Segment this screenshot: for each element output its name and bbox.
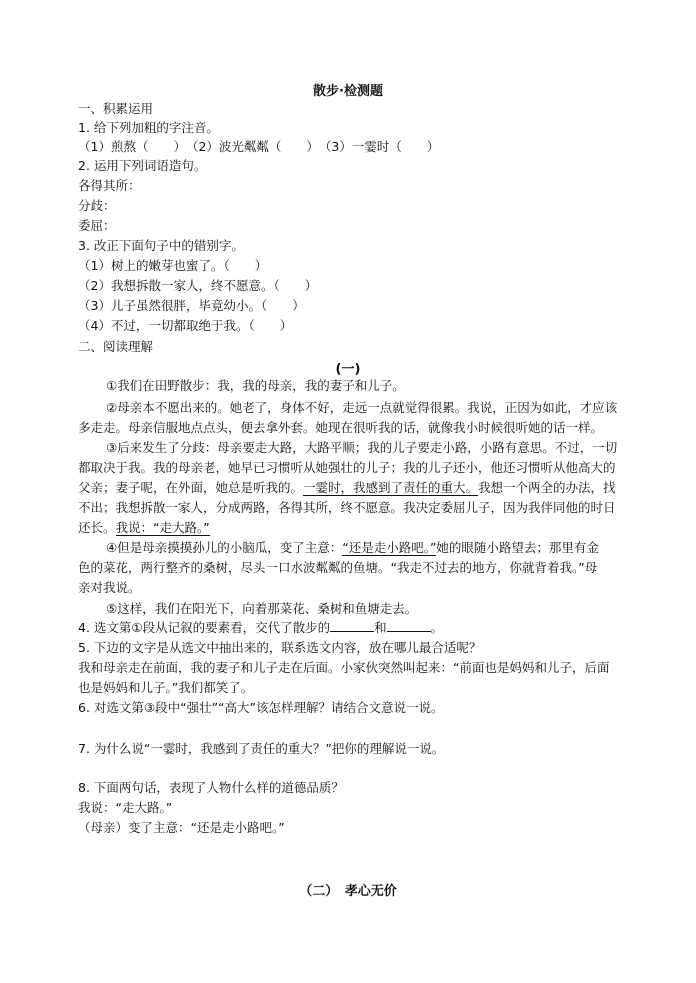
question-4: [78, 620, 443, 636]
passage-para-3-line-5: [78, 520, 210, 536]
question-text: 4. 选文第①段从记叙的要素看，交代了散步的: [78, 620, 331, 635]
question-3-item-2: （2）我想拆散一家人，终不愿意。（ ）: [78, 278, 318, 293]
question-text: 。: [430, 620, 444, 635]
answer-blank: [387, 621, 431, 632]
passage-text: 我想一个两全的办法，找: [478, 480, 616, 495]
question-5: 5. 下边的文字是从选文中抽出来的，联系选文内容，放在哪儿最合适呢？: [78, 640, 482, 655]
question-1-options: （1）煎熬（ ） （2）波光粼粼（ ） （3）一霎时（ ）: [78, 139, 440, 154]
question-5-text-line-2: 也是妈妈和儿子。”我们都笑了。: [78, 680, 254, 695]
question-3-item-1: （1）树上的嫩芽也蜜了。（ ）: [78, 258, 268, 273]
passage-heading-2: （二） 孝心无价: [299, 884, 397, 899]
passage-para-2-line-2: 多走走。母亲信服地点点头，便去拿外套。她现在很听我的话，就像我小时候很听她的话一样。: [78, 420, 604, 435]
passage-para-3-line-2: 都取决于我。我的母亲老，她早已习惯听从她强壮的儿子；我的儿子还小，他还习惯听从他高大的: [78, 460, 616, 475]
question-1: 1. 给下列加粗的字注音。: [78, 120, 219, 135]
question-6: 6. 对选文第③段中“强壮”“高大”该怎样理解？请结合文意说一说。: [78, 700, 444, 715]
answer-blank: [330, 621, 374, 632]
passage-text: 她的眼随小路望去；那里有金: [436, 540, 599, 555]
section-heading-1: 一、积累运用: [78, 101, 154, 116]
passage-text: 父亲；妻子呢，在外面，她总是听我的。: [78, 480, 304, 495]
question-8-sentence-a: 我说：“走大路。”: [78, 800, 173, 815]
passage-para-4-line-2: 色的菜花，两行整齐的桑树，尽头一口水波粼粼的鱼塘。“我走不过去的地方，你就背着我。”母: [78, 560, 598, 575]
passage-para-4-line-1: [106, 540, 599, 556]
passage-para-1: ①我们在田野散步：我，我的母亲，我的妻子和儿子。: [106, 378, 405, 393]
passage-text: 还长。: [78, 520, 116, 535]
passage-para-2-line-1: ②母亲本不愿出来的。她老了，身体不好，走远一点就觉得很累。我说，正因为如此，才应该: [106, 400, 618, 415]
question-8: 8. 下面两句话，表现了人物什么样的道德品质？: [78, 780, 344, 795]
question-2-item-a: 各得其所：: [78, 178, 141, 193]
question-text: 和: [374, 620, 387, 635]
question-3-item-4: （4）不过，一切都取绝于我。（ ）: [78, 318, 293, 333]
underlined-sentence: 一霎时，我感到了责任的重大。: [303, 480, 479, 495]
doc-title: 散步·检测题: [313, 84, 383, 99]
underlined-sentence: 我说：“走大路。”: [115, 520, 210, 535]
passage-para-4-line-3: 亲对我说。: [78, 580, 141, 595]
question-8-sentence-b: （母亲）变了主意：“还是走小路吧。”: [78, 820, 285, 835]
question-7: 7. 为什么说“一霎时，我感到了责任的重大？”把你的理解说一说。: [78, 741, 445, 756]
question-2-item-b: 分歧：: [78, 198, 116, 213]
question-3-item-3: （3）儿子虽然很胖，毕竟幼小。（ ）: [78, 298, 305, 313]
passage-para-3-line-4: 不出；我想拆散一家人，分成两路，各得其所，终不愿意。我决定委屈儿子，因为我伴同他的时日: [78, 500, 616, 515]
passage-para-3-line-3: [78, 480, 616, 496]
question-2-item-c: 委屈：: [78, 218, 116, 233]
question-3: 3. 改正下面句子中的错别字。: [78, 238, 244, 253]
section-heading-2: 二、阅读理解: [78, 339, 154, 354]
underlined-sentence: “还是走小路吧。”: [342, 540, 437, 555]
passage-para-5: ⑤这样，我们在阳光下，向着那菜花、桑树和鱼塘走去。: [106, 601, 418, 616]
question-2: 2. 运用下列词语造句。: [78, 158, 207, 173]
passage-text: ④但是母亲摸摸孙儿的小脑瓜，变了主意：: [106, 540, 343, 555]
question-5-text-line-1: 我和母亲走在前面，我的妻子和儿子走在后面。小家伙突然叫起来：“前面也是妈妈和儿子，后面: [78, 660, 610, 675]
passage-heading-1: (一): [335, 362, 361, 377]
passage-para-3-line-1: ③后来发生了分歧：母亲要走大路，大路平顺；我的儿子要走小路，小路有意思。不过，一切: [106, 440, 618, 455]
